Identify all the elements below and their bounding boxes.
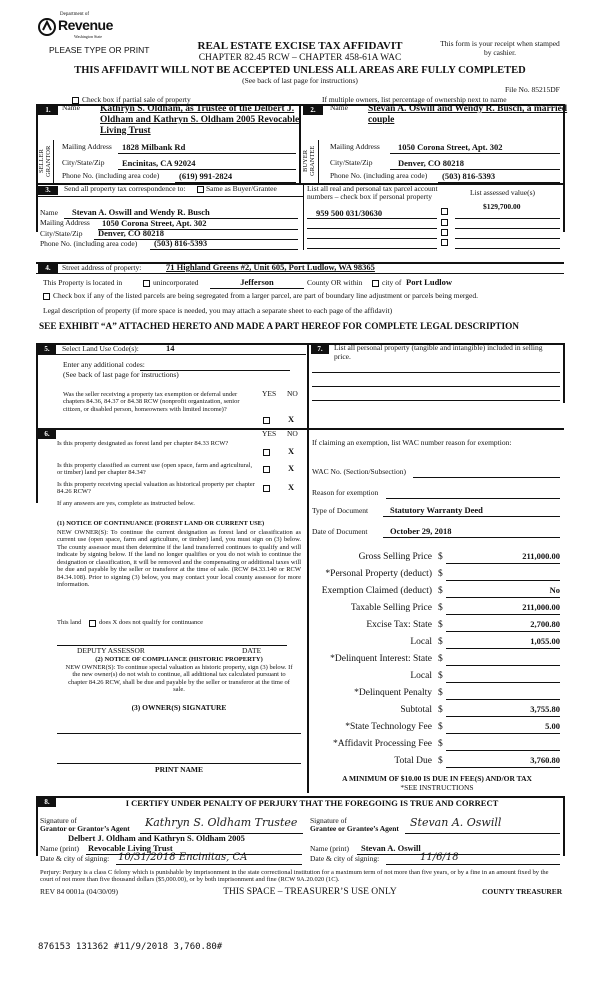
logo-state: Washington State — [74, 34, 103, 39]
section-8-badge: 8. — [38, 798, 56, 807]
cashier-stamp: 876153 131362 #11/9/2018 3,760.80# — [38, 942, 223, 952]
notice-continuance-body: NEW OWNER(S): To continue the current designation as forest land or classification as current use (open space, farm and agriculture, or timber) land, you must sign on (3) below. The county assessor must then determine if the land transferred continues to qualify and will indicate by signing below. If the land no longer qualifies or you do not wish to continue the designation or classification, it will be removed and the compensating or additional taxes will be due and payable by the seller or transferor at the time of sale. (RCW 84.33.140 or RCW 84.34.108). Prior to signing (3) below, you may contact your local county assessor for more information. — [57, 529, 301, 589]
delinq-state-dollar: $ — [438, 654, 443, 664]
gross-dollar: $ — [438, 552, 443, 562]
gross-price: 211,000.00 — [522, 551, 560, 561]
exemption-yes-checkbox[interactable] — [263, 417, 270, 424]
exemption-question: Was the seller receiving a property tax exemption or deferral under chapters 84.36, 84.37 or 84.38 RCW (nonprofit organization, senior citizen, or disabled person, homeowners with limited income)? — [63, 391, 240, 413]
sec6-yes-header: YES — [262, 429, 277, 438]
buyer-phone: (503) 816-5393 — [442, 171, 496, 181]
parcel-list-label-1: List all real and personal tax parcel account — [307, 184, 438, 193]
sec5-yes-header: YES — [262, 389, 277, 398]
tech-fee: 5.00 — [545, 721, 560, 731]
please-type: PLEASE TYPE OR PRINT — [49, 45, 150, 55]
taxable-price-label: Taxable Selling Price — [350, 603, 432, 613]
section-2-badge: 2. — [303, 106, 323, 115]
grantor-print-line1: Delbert J. Oldham and Kathryn S. Oldham 2005 — [68, 833, 245, 843]
treasurer-space: THIS SPACE – TREASURER’S USE ONLY — [223, 887, 397, 897]
same-as-buyer-checkbox[interactable] — [197, 186, 204, 193]
grantee-date-city-label: Date & city of signing: — [310, 854, 380, 863]
document-type-label: Type of Document — [312, 506, 369, 515]
parcel-list-label-2: numbers – check box if personal property — [307, 192, 432, 201]
assessed-value-label: List assessed value(s) — [470, 188, 535, 197]
grantee-sig-label-2: Grantee or Grantee’s Agent — [310, 824, 399, 833]
grantor-print-line2: Revocable Living Trust — [88, 843, 173, 853]
street-address: 71 Highland Greens #2, Unit 605, Port Ludlow, WA 98365 — [166, 262, 375, 272]
send-correspondence-label: Send all property tax correspondence to: — [64, 184, 186, 193]
parcel-1-personal-checkbox[interactable] — [441, 208, 448, 215]
forest-land-question: Is this property designated as forest land per chapter 84.33 RCW? — [57, 440, 229, 447]
land-use-label: Select Land Use Code(s): — [62, 344, 139, 353]
total-due: 3,760.80 — [530, 755, 560, 765]
grantee-signature[interactable]: Stevan A. Oswill — [410, 816, 502, 829]
notice-compliance-body: NEW OWNER(S): To continue special valuation as historic property, sign (3) below. If the new owner(s) do not wish to continue, all additional tax calculated pursuant to chapter 84.26 RCW, shall be due and payable by the seller or transferor at the time of sale. — [65, 664, 293, 694]
state-dollar: $ — [438, 620, 443, 630]
corr-city: Denver, CO 80218 — [98, 228, 165, 238]
wac-claim-label: If claiming an exemption, list WAC number reason for exemption: — [312, 438, 512, 447]
corr-city-label: City/State/Zip — [40, 229, 83, 238]
document-date: October 29, 2018 — [390, 526, 452, 536]
corr-name-label: Name — [40, 208, 58, 217]
unincorporated-label: unincorporated — [153, 278, 199, 287]
historic-yes-checkbox[interactable] — [263, 485, 270, 492]
reason-label: Reason for exemption — [312, 488, 379, 497]
affidavit-fee-dollar: $ — [438, 739, 443, 749]
form-title: REAL ESTATE EXCISE TAX AFFIDAVIT — [197, 40, 403, 52]
local-dollar: $ — [438, 637, 443, 647]
corr-phone-label: Phone No. (including area code) — [40, 239, 138, 248]
county-treasurer-label: COUNTY TREASURER — [482, 887, 563, 896]
corr-mailing: 1050 Corona Street, Apt. 302 — [102, 218, 207, 228]
buyer-name-line1: Stevan A. Oswill and Wendy R. Busch, a married — [368, 104, 568, 114]
seller-name-line2: Oldham and Kathryn S. Oldham 2005 Revocable — [100, 115, 300, 125]
legal-description-label: Legal description of property (if more space is needed, you may attach a separate sheet to each page of the affidavit) — [43, 306, 393, 315]
personal-dollar: $ — [438, 569, 443, 579]
historic-question: Is this property receiving special valuation as historical property per chapter 84.26 RCW? — [57, 481, 255, 496]
grantee-date-city: 11/6/18 — [420, 852, 459, 863]
segregated-checkbox[interactable] — [43, 293, 50, 300]
seller-name-line3: Living Trust — [100, 126, 151, 136]
grantor-date-city-label: Date & city of signing: — [40, 854, 110, 863]
minimum-fee-note: A MINIMUM OF $10.00 IS DUE IN FEE(S) AND/OR TAX — [342, 774, 532, 783]
file-number: File No. 85215DF — [505, 85, 560, 94]
subtotal-dollar: $ — [438, 705, 443, 715]
parcel-number: 959 500 031/30630 — [316, 208, 383, 218]
total-dollar: $ — [438, 756, 443, 766]
parcel-3-personal-checkbox[interactable] — [441, 229, 448, 236]
warning-text: THIS AFFIDAVIT WILL NOT BE ACCEPTED UNLESS ALL AREAS ARE FULLY COMPLETED — [74, 65, 526, 76]
buyer-mailing: 1050 Corona Street, Apt. 302 — [398, 142, 503, 152]
seller-mailing: 1828 Milbank Rd — [122, 142, 186, 152]
historic-answer: X — [288, 482, 295, 492]
forest-answer: X — [288, 446, 295, 456]
grantor-name-print-label: Name (print) — [40, 844, 79, 853]
section-3-badge: 3. — [38, 186, 58, 195]
buyer-side-label: BUYER GRANTEE — [302, 145, 316, 177]
affidavit-fee-label: *Affidavit Processing Fee — [332, 739, 432, 749]
additional-codes-label: Enter any additional codes: — [63, 360, 145, 369]
does-not-qualify: does X does not qualify for continuance — [99, 619, 203, 626]
county-name: Jefferson — [240, 277, 274, 287]
forest-yes-checkbox[interactable] — [263, 449, 270, 456]
document-type: Statutory Warranty Deed — [390, 505, 483, 515]
print-name-label: PRINT NAME — [155, 765, 203, 774]
exemption-claimed: No — [549, 585, 560, 595]
partial-sale-label: Check box if partial sale of property — [82, 95, 191, 104]
excise-local: 1,055.00 — [530, 636, 560, 646]
qualify-checkbox[interactable] — [89, 620, 96, 627]
if-yes-note: If any answers are yes, complete as instructed below. — [57, 500, 195, 507]
taxable-dollar: $ — [438, 603, 443, 613]
wac-number-label: WAC No. (Section/Subsection) — [312, 467, 406, 476]
property-city: Port Ludlow — [406, 277, 453, 287]
seller-phone: (619) 991-2824 — [179, 171, 233, 181]
current-use-answer: X — [288, 463, 295, 473]
notice-continuance-title: (1) NOTICE OF CONTINUANCE (FOREST LAND OR CURRENT USE) — [57, 520, 265, 527]
seller-side-label: SELLER GRANTOR — [38, 145, 52, 177]
certify-statement: I CERTIFY UNDER PENALTY OF PERJURY THAT THE FOREGOING IS TRUE AND CORRECT — [125, 798, 499, 808]
see-back-note: (See back of last page for instructions) — [63, 370, 179, 379]
seller-city-label: City/State/Zip — [62, 158, 105, 167]
logo-name: Revenue — [58, 17, 113, 33]
tech-fee-label: *State Technology Fee — [345, 722, 432, 732]
land-use-code: 14 — [166, 343, 175, 353]
buyer-city-label: City/State/Zip — [330, 158, 373, 167]
excise-local-label: Local — [410, 637, 432, 647]
city-of-label: city of — [382, 278, 402, 287]
delinquent-local-label: Local — [410, 671, 432, 681]
penalty-dollar: $ — [438, 688, 443, 698]
grantor-signature[interactable]: Kathryn S. Oldham Trustee — [145, 816, 298, 829]
buyer-mailing-label: Mailing Address — [330, 142, 380, 151]
seller-name-line1: Kathryn S. Oldham, as Trustee of the Delbert J. — [100, 104, 295, 114]
notice-compliance-title: (2) NOTICE OF COMPLIANCE (HISTORIC PROPERTY) — [95, 656, 263, 663]
same-as-buyer-label: Same as Buyer/Grantee — [206, 184, 277, 193]
see-instructions-note: *SEE INSTRUCTIONS — [400, 783, 474, 792]
receipt-note: This form is your receipt when stamped by cashier. — [440, 39, 560, 57]
buyer-city: Denver, CO 80218 — [398, 158, 465, 168]
section-5-badge: 5. — [38, 345, 56, 354]
seller-city: Encinitas, CA 92024 — [122, 158, 196, 168]
grantee-sig-label-1: Signature of — [310, 816, 347, 825]
excise-state-label: Excise Tax: State — [366, 620, 432, 630]
personal-property-label: List all personal property (tangible and intangible) included in selling price. — [334, 343, 543, 361]
street-label: Street address of property: — [62, 263, 142, 272]
section-6-badge: 6. — [38, 430, 56, 439]
subtotal-label: Subtotal — [400, 705, 432, 715]
seller-name-label: Name — [62, 103, 80, 112]
instructions-note: (See back of last page for instructions) — [242, 76, 358, 85]
delinq-local-dollar: $ — [438, 671, 443, 681]
form-number: REV 84 0001a (04/30/09) — [40, 887, 118, 896]
logo-dept: Department of — [60, 12, 90, 17]
current-use-yes-checkbox[interactable] — [263, 466, 270, 473]
personal-property-deduct-label: *Personal Property (deduct) — [325, 569, 432, 579]
this-land-label: This land — [57, 619, 82, 626]
parcel-4-personal-checkbox[interactable] — [441, 239, 448, 246]
form-chapter: CHAPTER 82.45 RCW – CHAPTER 458-61A WAC — [198, 53, 402, 63]
perjury-statement: Perjury: Perjury is a class C felony which is punishable by imprisonment in the state correctional institution for a maximum term of not more than five years, or by a fine in an amount fixed by the court of not more than five thousand dollars ($5,000.00), or by both imprisonment and fine (RCW 9A.20.020 (1C). — [40, 869, 549, 884]
assessed-value: $129,700.00 — [483, 202, 521, 211]
buyer-name-line2: couple — [368, 115, 395, 125]
exemption-claimed-label: Exemption Claimed (deduct) — [321, 586, 432, 596]
grantee-print-name: Stevan A. Oswill — [361, 843, 421, 853]
sec5-no-header: NO — [287, 389, 298, 398]
buyer-name-label: Name — [330, 103, 348, 112]
grantee-name-print-label: Name (print) — [310, 844, 349, 853]
seller-mailing-label: Mailing Address — [62, 142, 112, 151]
corr-phone: (503) 816-5393 — [154, 238, 208, 248]
multiple-owners-note: If multiple owners, list percentage of ownership next to name — [322, 95, 507, 104]
city-checkbox[interactable] — [372, 280, 379, 287]
excise-state: 2,700.80 — [530, 619, 560, 629]
corr-name: Stevan A. Oswill and Wendy R. Busch — [72, 207, 210, 217]
grantor-sig-label-2: Grantor or Grantor’s Agent — [40, 824, 130, 833]
current-use-question: Is this property classified as current use (open space, farm and agricultural, or timber) land per chapter 84.34? — [57, 462, 253, 477]
grantor-date-city: 10/31/2018 Encinitas, CA — [118, 852, 248, 863]
exemption-dollar: $ — [438, 586, 443, 596]
tech-fee-dollar: $ — [438, 722, 443, 732]
subtotal: 3,755.80 — [530, 704, 560, 714]
exemption-answer: X — [288, 414, 295, 424]
section-4-badge: 4. — [38, 264, 58, 273]
dor-logo — [38, 12, 128, 44]
delinquent-state-label: *Delinquent Interest: State — [330, 654, 432, 664]
taxable-price: 211,000.00 — [522, 602, 560, 612]
parcel-2-personal-checkbox[interactable] — [441, 219, 448, 226]
section-7-badge: 7. — [311, 345, 329, 354]
document-date-label: Date of Document — [312, 527, 368, 536]
grantor-sig-label-1: Signature of — [40, 816, 77, 825]
corr-mailing-label: Mailing Address — [40, 218, 90, 227]
sec6-no-header: NO — [287, 429, 298, 438]
located-label: This Property is located in — [43, 278, 123, 287]
buyer-phone-label: Phone No. (including area code) — [330, 171, 428, 180]
seller-phone-label: Phone No. (including area code) — [62, 171, 160, 180]
delinquent-penalty-label: *Delinquent Penalty — [354, 688, 432, 698]
deputy-assessor-label: DEPUTY ASSESSOR — [77, 646, 145, 655]
total-due-label: Total Due — [394, 756, 432, 766]
exhibit-a-note: SEE EXHIBIT “A” ATTACHED HERETO AND MADE A PART HEREOF FOR COMPLETE LEGAL DESCRIPTION — [39, 322, 520, 332]
revenue-logo-icon — [38, 18, 56, 36]
gross-price-label: Gross Selling Price — [358, 552, 432, 562]
segregated-label: Check box if any of the listed parcels are being segregated from a larger parcel, are part of boundary line adjustment or parcels being merged. — [53, 291, 478, 300]
section-1-badge: 1. — [38, 106, 58, 115]
county-or-within: County OR within — [307, 278, 363, 287]
owner-signature-label: (3) OWNER(S) SIGNATURE — [131, 703, 227, 712]
deputy-date-label: DATE — [242, 646, 262, 655]
unincorporated-checkbox[interactable] — [143, 280, 150, 287]
